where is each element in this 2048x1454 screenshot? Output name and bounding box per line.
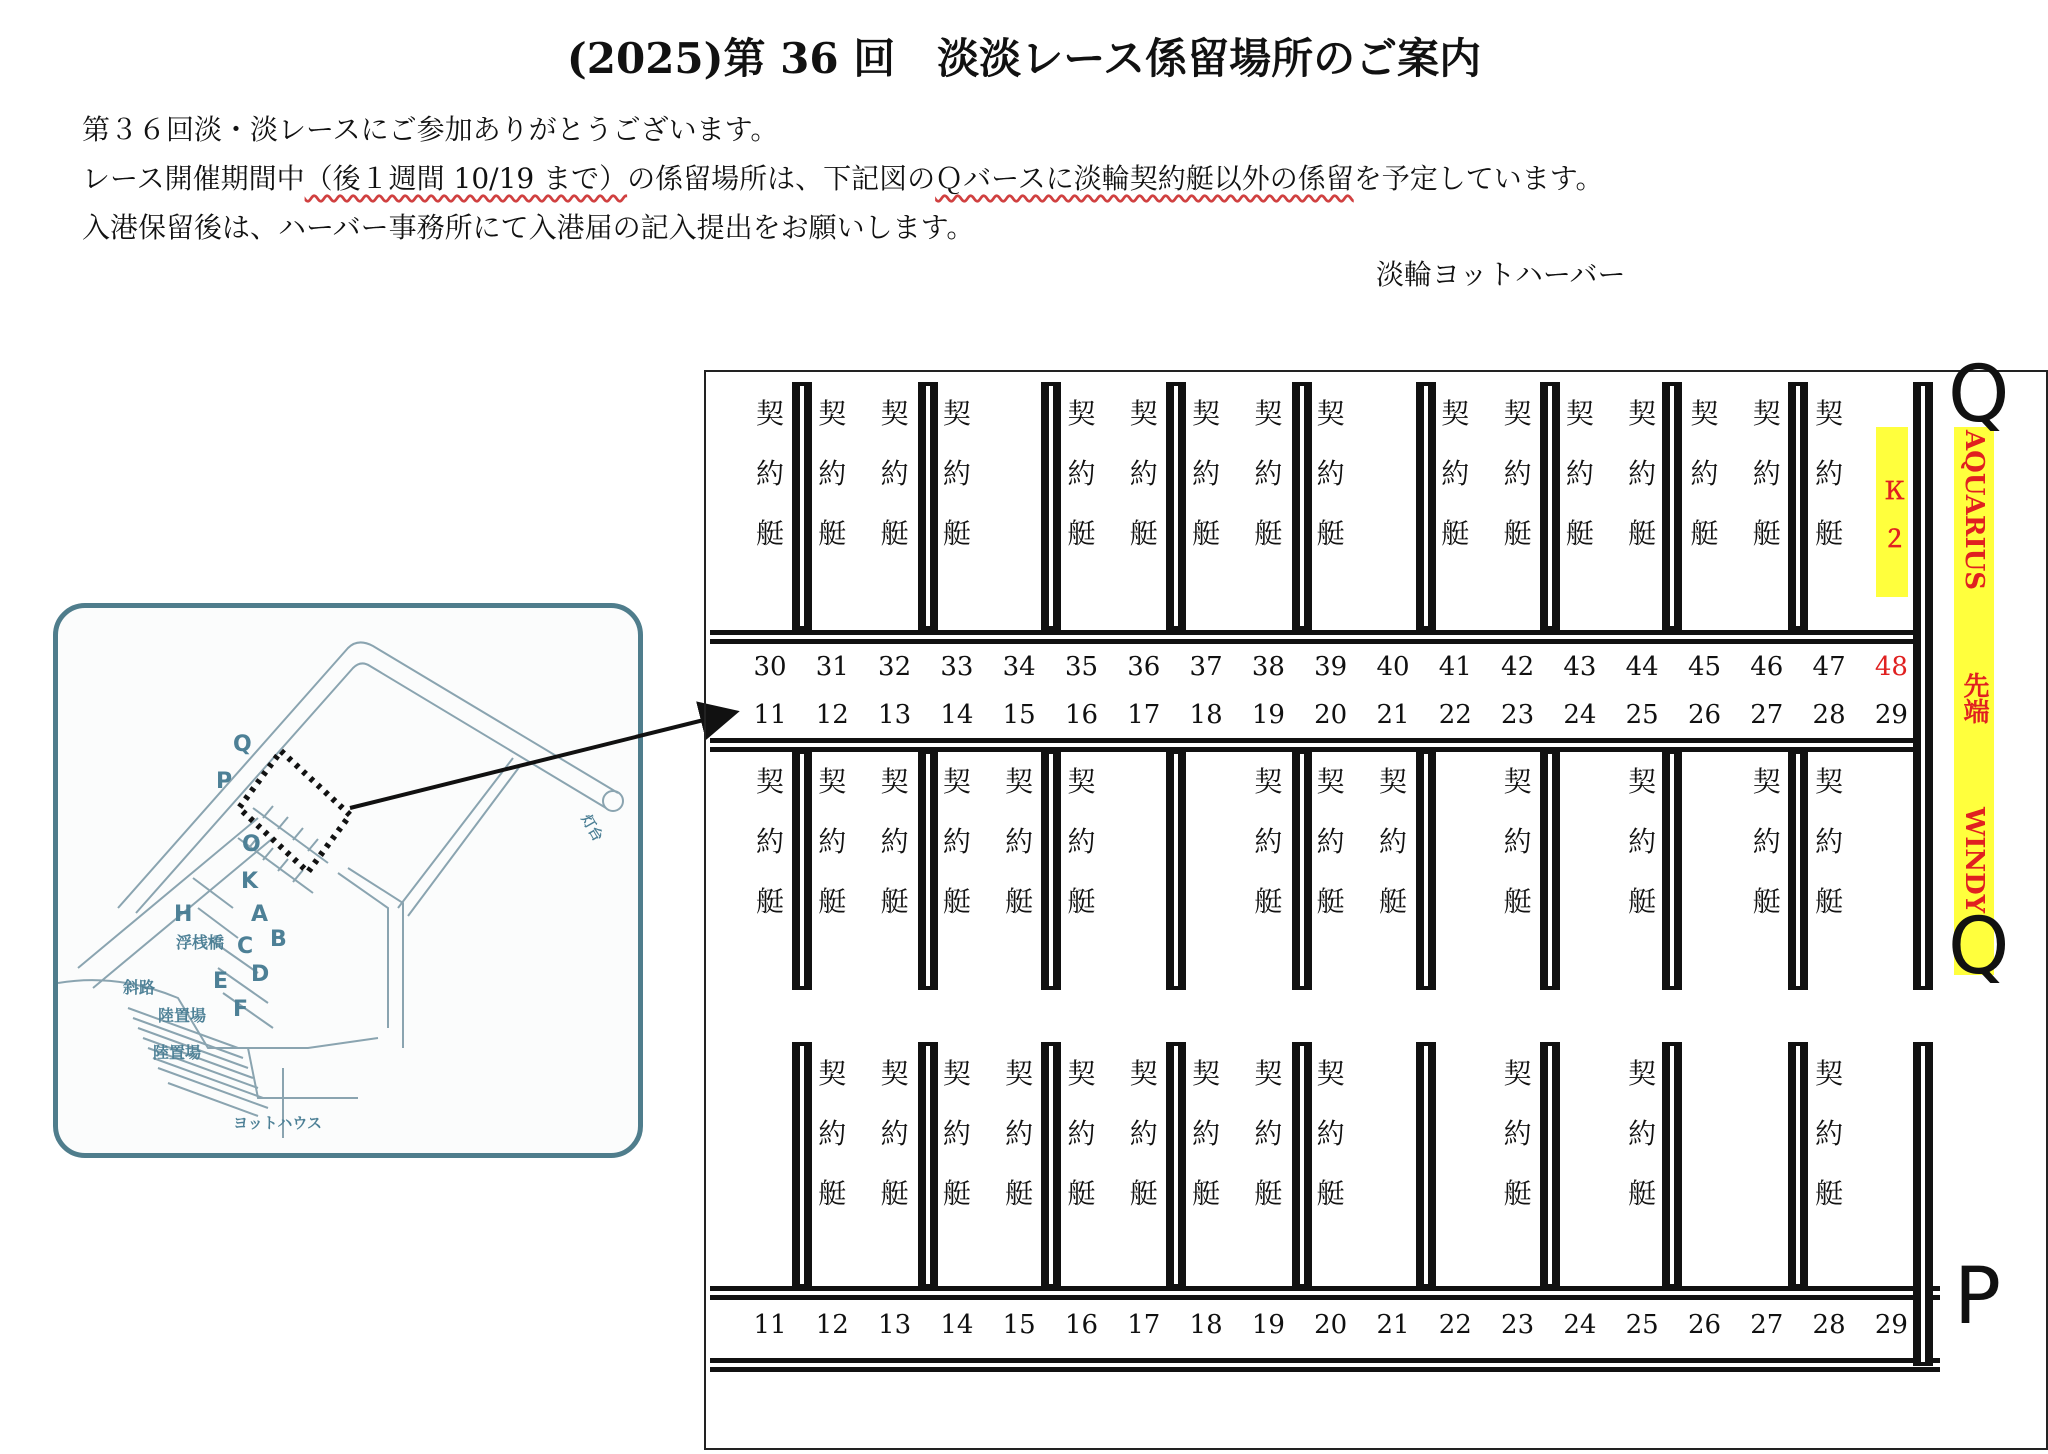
intro-line-2a: レース開催期間中 xyxy=(82,162,305,195)
svg-text:H: H xyxy=(174,902,193,927)
berth-number-q-top: 40 xyxy=(1376,652,1410,682)
berth-number-p: 18 xyxy=(1189,1310,1223,1340)
berth-contract-q-top: 契 xyxy=(755,397,784,430)
berth-number-q-top: 33 xyxy=(940,652,974,682)
berth-contract-p: 艇 xyxy=(818,1177,847,1210)
berth-contract-q-top: 艇 xyxy=(1067,517,1096,550)
berth-number-q-bottom: 17 xyxy=(1127,700,1161,730)
berth-number-p: 23 xyxy=(1501,1310,1535,1340)
finger-pier xyxy=(1416,750,1436,990)
berth-contract-q-top: 約 xyxy=(1067,457,1096,490)
finger-pier xyxy=(918,750,938,990)
berth-contract-q-bottom: 契 xyxy=(880,765,909,798)
berth-number-q-top: 35 xyxy=(1064,652,1099,682)
berth-number-p: 11 xyxy=(753,1310,787,1340)
berth-number-q-top: 41 xyxy=(1438,652,1472,682)
berth-contract-q-bottom: 艇 xyxy=(1752,885,1781,918)
berth-contract-p: 艇 xyxy=(1628,1177,1657,1210)
berth-contract-p: 契 xyxy=(818,1057,847,1090)
berth-contract-q-top: 契 xyxy=(1565,397,1594,430)
berth-contract-q-top: 約 xyxy=(1752,457,1781,490)
svg-text:O: O xyxy=(242,832,261,857)
berth-number-q-bottom: 14 xyxy=(940,700,974,730)
berth-number-q-top: 36 xyxy=(1127,652,1161,682)
svg-text:P: P xyxy=(216,769,233,794)
berth-contract-q-bottom: 艇 xyxy=(755,885,784,918)
berth-number-p: 12 xyxy=(815,1310,849,1340)
p-walkway-top xyxy=(710,1286,1940,1300)
berth-contract-q-top: 契 xyxy=(1441,397,1470,430)
berth-contract-p: 約 xyxy=(880,1117,909,1150)
intro-line-2d: Ｑバースに淡輪契約艇以外の係留 xyxy=(935,162,1354,195)
berth-number-q-bottom: 15 xyxy=(1002,700,1036,730)
berth-contract-q-bottom: 約 xyxy=(755,825,784,858)
berth-contract-q-top: 約 xyxy=(1192,457,1221,490)
signature: 淡輪ヨットハーバー xyxy=(1376,258,1626,291)
berth-number-q-bottom: 25 xyxy=(1625,700,1659,730)
berth-contract-q-top: 契 xyxy=(1254,397,1283,430)
svg-text:B: B xyxy=(270,927,287,952)
berth-contract-q-top: 艇 xyxy=(818,517,847,550)
berth-number-q-top: 44 xyxy=(1625,652,1659,682)
berth-contract-q-top: 契 xyxy=(1503,397,1532,430)
berth-number-q-top: 48 xyxy=(1874,652,1908,682)
berth-contract-q-top: 約 xyxy=(1441,457,1470,490)
berth-contract-q-top: 約 xyxy=(880,457,909,490)
finger-pier xyxy=(1041,750,1061,990)
finger-pier xyxy=(1788,1042,1808,1288)
berth-contract-p: 艇 xyxy=(880,1177,909,1210)
berth-number-q-bottom: 28 xyxy=(1812,700,1846,730)
berth-number-q-bottom: 21 xyxy=(1376,700,1410,730)
berth-contract-p: 約 xyxy=(1005,1117,1034,1150)
svg-text:陸置場: 陸置場 xyxy=(153,1043,202,1062)
berth-number-p: 26 xyxy=(1687,1310,1722,1340)
berth-number-p: 21 xyxy=(1376,1310,1410,1340)
berth-number-q-top: 47 xyxy=(1812,652,1846,682)
berth-contract-q-top: 約 xyxy=(1628,457,1657,490)
intro-line-2e: を予定しています。 xyxy=(1353,162,1604,195)
berth-number-q-bottom: 13 xyxy=(878,700,912,730)
intro-text xyxy=(82,105,1604,252)
finger-pier xyxy=(1788,750,1808,990)
finger-pier xyxy=(1292,750,1312,990)
berth-contract-q-bottom: 艇 xyxy=(942,885,971,918)
berth-diagram xyxy=(704,350,2048,1450)
berth-number-q-top: 46 xyxy=(1750,652,1784,682)
tip-label: 先端 xyxy=(1959,672,1989,724)
berth-number-p: 14 xyxy=(940,1310,974,1340)
berth-contract-q-top: 約 xyxy=(755,457,784,490)
berth-contract-q-bottom: 艇 xyxy=(1005,885,1034,918)
berth-number-p: 24 xyxy=(1563,1310,1597,1340)
tip-aquarius: AQUARIUS xyxy=(1959,430,1989,591)
finger-pier xyxy=(792,1042,812,1288)
berth-number-q-bottom: 23 xyxy=(1501,700,1535,730)
berth-contract-q-top: 艇 xyxy=(1815,517,1844,550)
berth-contract-p: 約 xyxy=(1129,1117,1158,1150)
berth-contract-q-bottom: 契 xyxy=(1378,765,1407,798)
berth-number-p: 22 xyxy=(1438,1310,1472,1340)
berth-contract-p: 艇 xyxy=(1815,1177,1844,1210)
berth-contract-q-bottom: 約 xyxy=(880,825,909,858)
berth-contract-q-bottom: 契 xyxy=(1752,765,1781,798)
berth-contract-q-top: 契 xyxy=(1067,397,1096,430)
berth-contract-q-bottom: 契 xyxy=(1005,765,1034,798)
finger-pier xyxy=(1041,1042,1061,1288)
berth-contract-q-bottom: 約 xyxy=(1628,825,1657,858)
berth-contract-q-bottom: 約 xyxy=(942,825,971,858)
svg-text:C: C xyxy=(237,934,254,959)
berth-contract-p: 艇 xyxy=(1005,1177,1034,1210)
berth-contract-q-top: 契 xyxy=(1752,397,1781,430)
svg-text:浮桟橋: 浮桟橋 xyxy=(176,933,225,952)
intro-line-3: 入港保留後は、ハーバー事務所にて入港届の記入提出をお願いします。 xyxy=(82,211,975,244)
berth-contract-q-top: 契 xyxy=(880,397,909,430)
berth-contract-p: 契 xyxy=(880,1057,909,1090)
berth-number-q-top: 32 xyxy=(878,652,912,682)
berth-contract-p: 艇 xyxy=(1192,1177,1221,1210)
finger-pier xyxy=(918,1042,938,1288)
berth-contract-q-bottom: 契 xyxy=(942,765,971,798)
berth-contract-q-top: 契 xyxy=(1316,397,1345,430)
berth-contract-p: 約 xyxy=(1192,1117,1221,1150)
berth-number-p: 29 xyxy=(1874,1310,1908,1340)
finger-pier xyxy=(1166,750,1186,990)
berth-contract-q-bottom: 契 xyxy=(1815,765,1844,798)
berth-number-p: 19 xyxy=(1251,1310,1285,1340)
berth-contract-q-top: 約 xyxy=(1815,457,1844,490)
berth-contract-q-top: 契 xyxy=(1192,397,1221,430)
berth-contract-p: 契 xyxy=(942,1057,971,1090)
berth-number-p: 20 xyxy=(1314,1310,1348,1340)
berth-contract-p: 契 xyxy=(1254,1057,1283,1090)
harbor-map xyxy=(53,603,643,1158)
berth-contract-q-bottom: 艇 xyxy=(818,885,847,918)
berth-contract-q-top: 約 xyxy=(1690,457,1719,490)
berth-contract-q-top: 約 xyxy=(1565,457,1594,490)
berth-number-q-top: 42 xyxy=(1501,652,1535,682)
finger-pier xyxy=(1041,382,1061,630)
intro-line-2b: （後１週間 10/19 まで） xyxy=(304,162,628,195)
berth-contract-q-bottom: 契 xyxy=(1067,765,1096,798)
berth-contract-q-top: 約 xyxy=(818,457,847,490)
harbor-map-drawing xyxy=(58,608,638,1153)
finger-pier xyxy=(792,382,812,630)
berth-contract-q-top: 艇 xyxy=(1690,517,1719,550)
berth-contract-p: 契 xyxy=(1815,1057,1844,1090)
berth-contract-q-bottom: 契 xyxy=(818,765,847,798)
finger-pier xyxy=(1292,1042,1312,1288)
berth-contract-p: 艇 xyxy=(1503,1177,1532,1210)
berth-number-q-bottom: 16 xyxy=(1064,700,1099,730)
berth-number-q-bottom: 29 xyxy=(1874,700,1908,730)
berth-contract-q-top: 艇 xyxy=(755,517,784,550)
berth-contract-p: 約 xyxy=(1628,1117,1657,1150)
svg-text:陸置場: 陸置場 xyxy=(158,1006,207,1025)
intro-line-2c: の係留場所は、下記図の xyxy=(627,162,936,195)
berth-contract-q-bottom: 艇 xyxy=(1378,885,1407,918)
berth-number-q-top: 43 xyxy=(1563,652,1597,682)
tip-windy: WINDY xyxy=(1959,807,1989,914)
berth-contract-q-top: 約 xyxy=(1129,457,1158,490)
berth-contract-q-bottom: 艇 xyxy=(1254,885,1283,918)
finger-pier xyxy=(1540,382,1560,630)
berth-number-q-bottom: 11 xyxy=(753,700,787,730)
berth-contract-q-bottom: 艇 xyxy=(880,885,909,918)
berth-contract-p: 約 xyxy=(1316,1117,1345,1150)
berth-contract-p: 艇 xyxy=(1254,1177,1283,1210)
berth-number-p: 27 xyxy=(1750,1310,1784,1340)
berth-contract-q-top: 約 xyxy=(1254,457,1283,490)
berth-contract-q-bottom: 約 xyxy=(1815,825,1844,858)
berth-contract-p: 契 xyxy=(1129,1057,1158,1090)
berth-number-q-bottom: 22 xyxy=(1438,700,1472,730)
berth-number-p: 13 xyxy=(878,1310,912,1340)
berth-number-q-top: 34 xyxy=(1002,652,1036,682)
berth-contract-p: 契 xyxy=(1628,1057,1657,1090)
berth-contract-q-top: 艇 xyxy=(1254,517,1283,550)
berth-number-p: 28 xyxy=(1812,1310,1846,1340)
svg-text:ヨットハウス: ヨットハウス xyxy=(233,1114,322,1132)
berth-contract-q-bottom: 契 xyxy=(1503,765,1532,798)
berth-contract-q-bottom: 約 xyxy=(1378,825,1407,858)
berth-number-q-top: 38 xyxy=(1251,652,1285,682)
q-walkway-top xyxy=(710,630,1918,644)
svg-text:灯台: 灯台 xyxy=(577,812,606,845)
berth-contract-q-bottom: 約 xyxy=(1005,825,1034,858)
berth-contract-q-bottom: 契 xyxy=(1316,765,1345,798)
svg-text:F: F xyxy=(233,997,249,1022)
berth-number-p: 15 xyxy=(1002,1310,1036,1340)
finger-pier xyxy=(1540,750,1560,990)
q-label-bottom: Q xyxy=(1948,902,2010,992)
berth-number-q-top: 30 xyxy=(753,652,787,682)
finger-pier xyxy=(1416,1042,1436,1288)
berth-contract-q-bottom: 約 xyxy=(1752,825,1781,858)
berth-contract-p: 約 xyxy=(818,1117,847,1150)
berth-contract-q-top: 艇 xyxy=(1129,517,1158,550)
svg-text:斜路: 斜路 xyxy=(123,978,156,997)
berth-number-q-bottom: 27 xyxy=(1750,700,1784,730)
berth-contract-q-top: 艇 xyxy=(1316,517,1345,550)
berth-contract-q-top: 契 xyxy=(1129,397,1158,430)
finger-pier xyxy=(1788,382,1808,630)
berth-contract-q-top: 艇 xyxy=(1503,517,1532,550)
q-walkway-bottom xyxy=(710,738,1918,752)
berth-contract-p: 約 xyxy=(1067,1117,1096,1150)
berth-contract-q-bottom: 艇 xyxy=(1316,885,1345,918)
berth-contract-q-top: 約 xyxy=(1316,457,1345,490)
berth-number-q-bottom: 18 xyxy=(1189,700,1223,730)
berth-number-q-bottom: 20 xyxy=(1314,700,1348,730)
finger-pier xyxy=(1662,750,1682,990)
berth-contract-q-top: 契 xyxy=(1690,397,1719,430)
berth-number-p: 17 xyxy=(1127,1310,1161,1340)
berth-number-q-top: 39 xyxy=(1314,652,1348,682)
berth-number-p: 16 xyxy=(1064,1310,1099,1340)
finger-pier xyxy=(1540,1042,1560,1288)
berth-contract-q-top: 契 xyxy=(818,397,847,430)
berth-contract-p: 契 xyxy=(1192,1057,1221,1090)
finger-pier xyxy=(1416,382,1436,630)
k2-label: Ｋ ２ xyxy=(1878,478,1907,550)
berth-contract-q-top: 契 xyxy=(942,397,971,430)
berth-contract-q-bottom: 艇 xyxy=(1628,885,1657,918)
berth-contract-q-top: 約 xyxy=(942,457,971,490)
berth-contract-q-top: 約 xyxy=(1503,457,1532,490)
intro-line-2 xyxy=(82,154,1604,203)
finger-pier xyxy=(1166,1042,1186,1288)
berth-contract-p: 艇 xyxy=(1316,1177,1345,1210)
berth-contract-q-bottom: 契 xyxy=(1628,765,1657,798)
berth-contract-q-bottom: 約 xyxy=(1503,825,1532,858)
berth-contract-p: 艇 xyxy=(942,1177,971,1210)
finger-pier xyxy=(918,382,938,630)
svg-text:E: E xyxy=(213,969,229,994)
berth-contract-p: 約 xyxy=(1815,1117,1844,1150)
berth-contract-p: 契 xyxy=(1067,1057,1096,1090)
berth-contract-q-bottom: 契 xyxy=(755,765,784,798)
finger-pier xyxy=(792,750,812,990)
berth-contract-q-top: 艇 xyxy=(1565,517,1594,550)
page-title: (2025)第 36 回 淡淡レース係留場所のご案内 xyxy=(566,34,1482,83)
berth-contract-q-top: 艇 xyxy=(942,517,971,550)
berth-number-q-bottom: 26 xyxy=(1687,700,1722,730)
q-label-top: Q xyxy=(1948,350,2010,440)
berth-contract-p: 艇 xyxy=(1067,1177,1096,1210)
berth-contract-q-top: 契 xyxy=(1815,397,1844,430)
berth-contract-q-top: 艇 xyxy=(1441,517,1470,550)
berth-contract-q-bottom: 約 xyxy=(1316,825,1345,858)
berth-contract-q-top: 艇 xyxy=(1628,517,1657,550)
berth-number-p: 25 xyxy=(1625,1310,1659,1340)
finger-pier xyxy=(1292,382,1312,630)
berth-contract-q-top: 艇 xyxy=(1192,517,1221,550)
berth-contract-q-bottom: 艇 xyxy=(1815,885,1844,918)
q-main-pier xyxy=(1913,382,1933,990)
berth-number-q-top: 31 xyxy=(815,652,849,682)
berth-contract-q-bottom: 艇 xyxy=(1503,885,1532,918)
svg-text:D: D xyxy=(251,962,270,987)
berth-contract-q-bottom: 約 xyxy=(818,825,847,858)
berth-contract-q-bottom: 約 xyxy=(1254,825,1283,858)
berth-number-q-bottom: 19 xyxy=(1251,700,1285,730)
berth-contract-q-top: 契 xyxy=(1628,397,1657,430)
berth-contract-q-bottom: 艇 xyxy=(1067,885,1096,918)
finger-pier xyxy=(1662,1042,1682,1288)
berth-number-q-top: 45 xyxy=(1687,652,1722,682)
intro-line-1: 第３６回淡・淡レースにご参加ありがとうございます。 xyxy=(82,113,779,146)
berth-contract-p: 契 xyxy=(1316,1057,1345,1090)
finger-pier xyxy=(1166,382,1186,630)
p-walkway-bottom xyxy=(710,1358,1940,1372)
finger-pier xyxy=(1662,382,1682,630)
berth-number-q-top: 37 xyxy=(1189,652,1223,682)
berth-contract-p: 約 xyxy=(1254,1117,1283,1150)
svg-text:K: K xyxy=(241,869,259,894)
berth-contract-p: 艇 xyxy=(1129,1177,1158,1210)
berth-contract-p: 約 xyxy=(942,1117,971,1150)
svg-text:Q: Q xyxy=(233,732,252,757)
berth-contract-p: 契 xyxy=(1005,1057,1034,1090)
berth-contract-p: 約 xyxy=(1503,1117,1532,1150)
p-label: P xyxy=(1954,1252,2002,1342)
berth-number-q-bottom: 24 xyxy=(1563,700,1597,730)
berth-contract-q-top: 艇 xyxy=(880,517,909,550)
svg-text:A: A xyxy=(251,902,269,927)
berth-contract-q-bottom: 約 xyxy=(1067,825,1096,858)
berth-contract-q-top: 艇 xyxy=(1752,517,1781,550)
berth-contract-p: 契 xyxy=(1503,1057,1532,1090)
berth-number-q-bottom: 12 xyxy=(815,700,849,730)
berth-contract-q-bottom: 契 xyxy=(1254,765,1283,798)
